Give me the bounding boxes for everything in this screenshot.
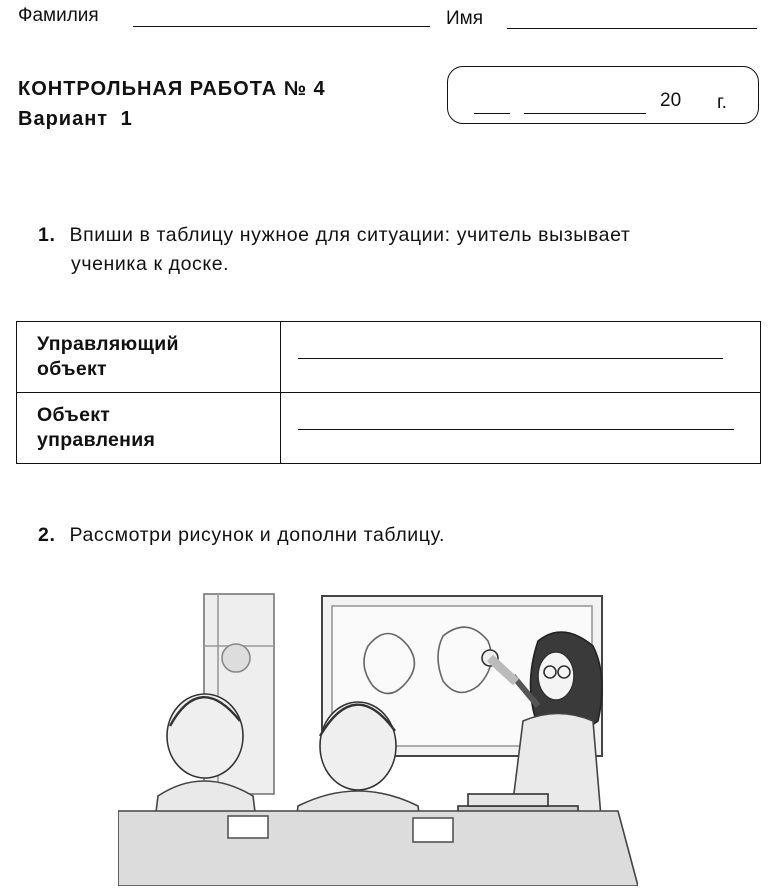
answer-line[interactable]: [298, 429, 734, 430]
page-title: КОНТРОЛЬНАЯ РАБОТА № 4: [18, 78, 326, 100]
row-label-line1: Объект: [37, 404, 111, 426]
table-row: [17, 393, 761, 464]
row-label-line2: объект: [37, 358, 107, 380]
date-day-field[interactable]: [474, 113, 510, 114]
row-label: [17, 322, 281, 393]
date-year: 20: [660, 90, 682, 111]
task2-number: 2.: [38, 524, 56, 546]
task1-text-line1: Впиши в таблицу нужное для ситуации: учитель вызывает: [69, 224, 631, 246]
answer-cell[interactable]: [281, 393, 761, 464]
date-month-field[interactable]: [524, 113, 646, 114]
date-suffix: г.: [717, 92, 727, 113]
task2-text: Рассмотри рисунок и дополни таблицу.: [69, 524, 445, 546]
name-label: Имя: [446, 8, 484, 29]
surname-label: Фамилия: [18, 5, 99, 26]
date-box: [447, 66, 759, 124]
row-label: [17, 393, 281, 464]
task1-number: 1.: [38, 224, 56, 246]
answer-line[interactable]: [298, 358, 723, 359]
task1: [38, 221, 630, 249]
row-label-line2: управления: [37, 429, 156, 451]
answer-cell[interactable]: [281, 322, 761, 393]
name-field[interactable]: [507, 28, 757, 29]
task2: [38, 521, 445, 549]
control-table: [16, 321, 761, 464]
task1-text-line2: ученика к доске.: [71, 253, 230, 275]
classroom-teacher-pointing-illustration-icon: [118, 586, 638, 886]
variant-label: Вариант 1: [18, 108, 133, 130]
table-row: [17, 322, 761, 393]
row-label-line1: Управляющий: [37, 333, 179, 355]
surname-field[interactable]: [133, 26, 430, 27]
